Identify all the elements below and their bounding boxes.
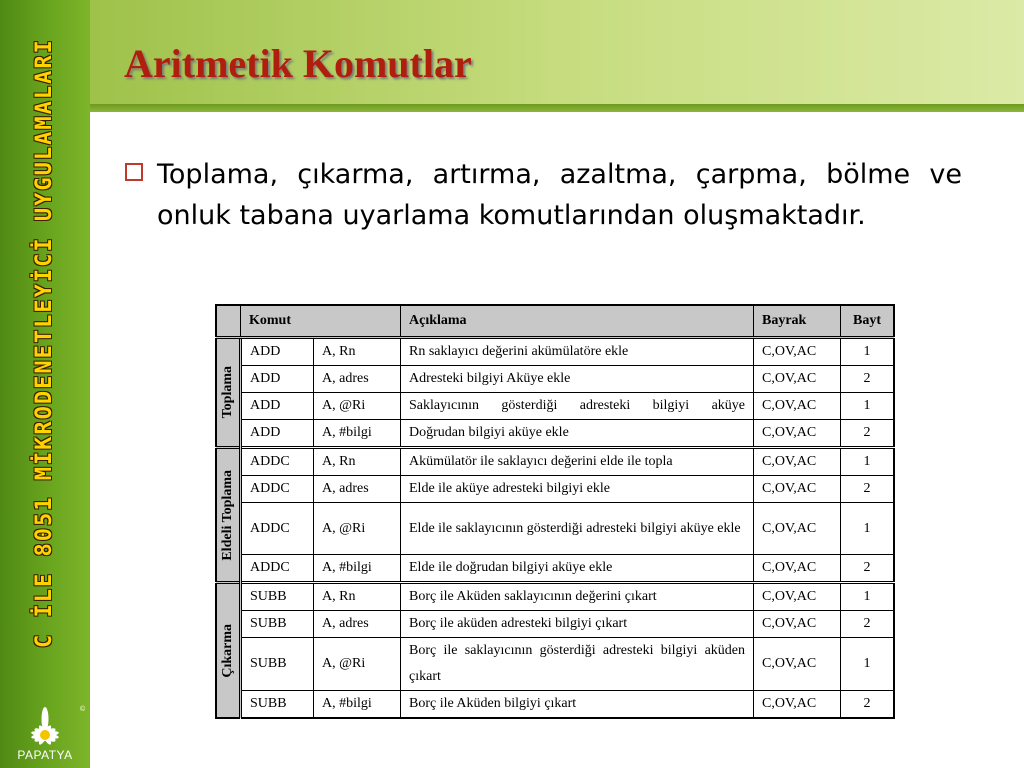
op-cell: ADDC <box>241 448 314 476</box>
header-blank-cell <box>216 305 241 338</box>
bytes-cell: 1 <box>841 338 895 366</box>
op-cell: ADD <box>241 366 314 393</box>
table-row <box>216 638 894 691</box>
flags-cell: C,OV,AC <box>754 691 841 719</box>
hollow-square-bullet-icon <box>125 163 143 181</box>
desc-cell: Adresteki bilgiyi Aküye ekle <box>401 366 754 393</box>
instruction-table <box>215 304 895 719</box>
flags-cell: C,OV,AC <box>754 338 841 366</box>
bytes-cell: 2 <box>841 691 895 719</box>
table-row <box>216 583 894 611</box>
table-row <box>216 420 894 448</box>
arg-cell: A, #bilgi <box>314 420 401 448</box>
op-cell: ADDC <box>241 503 314 555</box>
bytes-cell: 2 <box>841 476 895 503</box>
bullet-text: Toplama, çıkarma, artırma, azaltma, çarpma, bölme ve onluk tabana uyarlama komutlarından oluşmaktadır. <box>157 159 962 231</box>
slide-title: Aritmetik Komutlar <box>124 41 472 86</box>
arg-cell: A, @Ri <box>314 503 401 555</box>
desc-cell: Elde ile doğrudan bilgiyi aküye ekle <box>401 555 754 583</box>
arg-cell: A, adres <box>314 366 401 393</box>
op-cell: SUBB <box>241 583 314 611</box>
flags-cell: C,OV,AC <box>754 583 841 611</box>
header-divider <box>90 104 1024 112</box>
group-label-cell <box>216 583 241 719</box>
op-cell: ADDC <box>241 476 314 503</box>
flags-cell: C,OV,AC <box>754 393 841 420</box>
desc-cell: Akümülatör ile saklayıcı değerini elde ile topla <box>401 448 754 476</box>
bytes-cell: 2 <box>841 420 895 448</box>
flags-cell: C,OV,AC <box>754 503 841 555</box>
flags-cell: C,OV,AC <box>754 638 841 691</box>
flags-cell: C,OV,AC <box>754 555 841 583</box>
arg-cell: A, #bilgi <box>314 691 401 719</box>
bytes-cell: 1 <box>841 503 895 555</box>
arg-cell: A, Rn <box>314 448 401 476</box>
group-label-cell <box>216 338 241 448</box>
table-row <box>216 611 894 638</box>
table-row <box>216 366 894 393</box>
header-komut: Komut <box>241 305 401 338</box>
desc-cell: Saklayıcının gösterdiği adresteki bilgiyi aküye <box>401 393 754 420</box>
copyright-mark: © <box>80 706 86 713</box>
arg-cell: A, Rn <box>314 583 401 611</box>
table-header-row <box>216 305 894 338</box>
bytes-cell: 1 <box>841 448 895 476</box>
op-cell: ADD <box>241 338 314 366</box>
group-cikarma <box>216 583 894 719</box>
arg-cell: A, #bilgi <box>314 555 401 583</box>
op-cell: ADD <box>241 420 314 448</box>
sidebar-vertical-title: C İLE 8051 MİKRODENETLEYİCİ UYGULAMALARI <box>32 38 57 648</box>
bytes-cell: 2 <box>841 366 895 393</box>
group-label: Eldeli Toplama <box>220 469 235 561</box>
op-cell: SUBB <box>241 691 314 719</box>
arg-cell: A, @Ri <box>314 638 401 691</box>
table-row <box>216 338 894 366</box>
desc-cell: Doğrudan bilgiyi aküye ekle <box>401 420 754 448</box>
table-row <box>216 691 894 719</box>
group-toplama <box>216 338 894 448</box>
group-label: Toplama <box>220 366 235 419</box>
arg-cell: A, Rn <box>314 338 401 366</box>
bytes-cell: 1 <box>841 393 895 420</box>
table-row <box>216 448 894 476</box>
bytes-cell: 2 <box>841 611 895 638</box>
desc-cell: Borç ile aküden adresteki bilgiyi çıkart <box>401 611 754 638</box>
op-cell: ADDC <box>241 555 314 583</box>
papatya-logo <box>0 703 90 768</box>
desc-cell: Elde ile aküye adresteki bilgiyi ekle <box>401 476 754 503</box>
table-row <box>216 393 894 420</box>
sidebar <box>0 0 90 768</box>
flags-cell: C,OV,AC <box>754 448 841 476</box>
op-cell: SUBB <box>241 611 314 638</box>
flags-cell: C,OV,AC <box>754 476 841 503</box>
bytes-cell: 2 <box>841 555 895 583</box>
daisy-flower-icon <box>14 705 76 749</box>
bytes-cell: 1 <box>841 583 895 611</box>
arg-cell: A, @Ri <box>314 393 401 420</box>
group-eldeli-toplama <box>216 448 894 583</box>
header-aciklama: Açıklama <box>401 305 754 338</box>
group-label: Çıkarma <box>220 623 235 678</box>
desc-cell: Rn saklayıcı değerini akümülatöre ekle <box>401 338 754 366</box>
table-row <box>216 476 894 503</box>
arg-cell: A, adres <box>314 476 401 503</box>
desc-cell: Borç ile Aküden saklayıcının değerini çıkart <box>401 583 754 611</box>
table-row <box>216 555 894 583</box>
group-label-cell <box>216 448 241 583</box>
op-cell: ADD <box>241 393 314 420</box>
bullet-point <box>125 154 967 236</box>
desc-cell: Borç ile Aküden bilgiyi çıkart <box>401 691 754 719</box>
desc-cell: Elde ile saklayıcının gösterdiği adresteki bilgiyi aküye ekle <box>401 503 754 555</box>
op-cell: SUBB <box>241 638 314 691</box>
header-bayrak: Bayrak <box>754 305 841 338</box>
flags-cell: C,OV,AC <box>754 611 841 638</box>
bytes-cell: 1 <box>841 638 895 691</box>
header-bayt: Bayt <box>841 305 895 338</box>
arg-cell: A, adres <box>314 611 401 638</box>
flags-cell: C,OV,AC <box>754 366 841 393</box>
table-row <box>216 503 894 555</box>
flags-cell: C,OV,AC <box>754 420 841 448</box>
desc-cell: Borç ile saklayıcının gösterdiği adresteki bilgiyi aküden çıkart <box>401 638 754 691</box>
logo-text: PAPATYA <box>17 748 73 762</box>
